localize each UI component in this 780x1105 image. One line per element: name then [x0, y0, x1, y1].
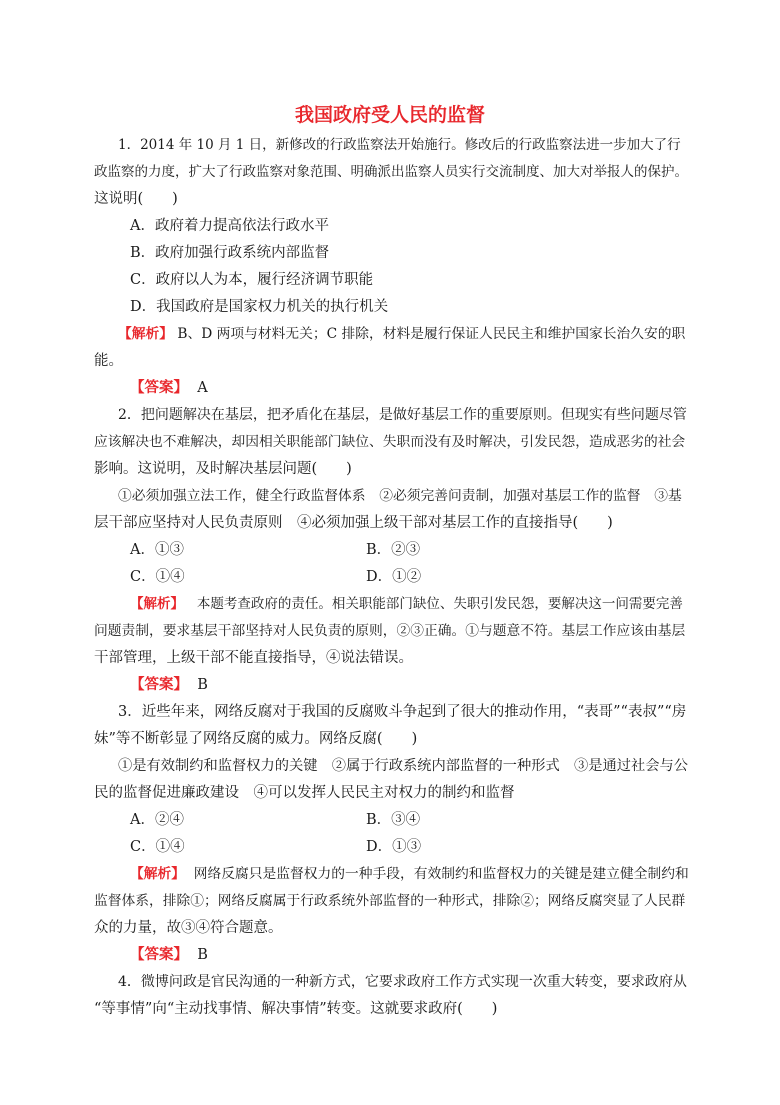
q2-stem-line-2: 应该解决也不难解决，却因相关职能部门缺位、失职而没有及时解决，引发民怨，造成恶劣的社会	[94, 434, 686, 450]
q3-statement-line-1: ①是有效制约和监督权力的关键 ②属于行政系统内部监督的一种形式 ③是通过社会与公	[118, 758, 689, 774]
answer-label: 【答案】	[130, 947, 188, 963]
page-title: 我国政府受人民的监督	[294, 104, 485, 126]
analysis-text: B、D 两项与材料无关；C 排除，材料是履行保证人民民主和维护国家长治久安的职	[177, 326, 686, 342]
q2-option-d: D．①②	[366, 569, 422, 585]
q3-statement-line-2: 民的监督促进廉政建设 ④可以发挥人民民主对权力的制约和监督	[94, 785, 515, 801]
q1-answer	[130, 378, 208, 398]
q1-stem-line-2: 政监察的力度，扩大了行政监察对象范围、明确派出监察人员实行交流制度、加大对举报人的保护。	[94, 164, 688, 180]
q4-stem-line-2: “等事情”向“主动找事情、解决事情”转变。这就要求政府( )	[94, 1001, 498, 1017]
q3-analysis-line-2: 监督体系，排除①；网络反腐属于行政系统外部监督的一种形式，排除②；网络反腐突显了人民群	[94, 893, 686, 909]
q1-option-c: C．政府以人为本，履行经济调节职能	[130, 272, 374, 288]
q4-stem-line-1: 4．微博问政是官民沟通的一种新方式，它要求政府工作方式实现一次重大转变，要求政府从	[118, 974, 687, 990]
answer-value: A	[197, 380, 208, 396]
q2-option-a: A．①③	[130, 542, 184, 558]
answer-value: B	[197, 947, 208, 963]
q1-stem-line-1: 1．2014 年 10 月 1 日，新修改的行政监察法开始施行。修改后的行政监察法进一步加大了行	[118, 137, 681, 153]
answer-value: B	[197, 677, 208, 693]
q1-option-a: A．政府着力提高依法行政水平	[130, 218, 329, 234]
q1-option-b: B．政府加强行政系统内部监督	[130, 245, 330, 261]
q3-stem-line-1: 3．近些年来，网络反腐对于我国的反腐败斗争起到了很大的推动作用，“表哥”“表叔”“房	[118, 704, 687, 720]
q2-stem-line-1: 2．把问题解决在基层，把矛盾化在基层，是做好基层工作的重要原则。但现实有些问题尽管	[118, 407, 687, 423]
q1-stem-line-3: 这说明( )	[94, 191, 178, 207]
q2-analysis-line-2: 问题责制，要求基层干部坚持对人民负责的原则，②③正确。①与题意不符。基层工作应该由基层	[94, 623, 686, 639]
analysis-text: 本题考查政府的责任。相关职能部门缺位、失职引发民怨，要解决这一问需要完善	[196, 596, 683, 612]
analysis-label: 【解析】	[130, 866, 186, 882]
q2-analysis-line-1	[130, 594, 683, 614]
q2-option-c: C．①④	[130, 569, 185, 585]
analysis-label: 【解析】	[130, 596, 184, 612]
q1-analysis-line-1	[118, 324, 685, 344]
q2-answer	[130, 675, 208, 695]
q3-option-d: D．①③	[366, 839, 422, 855]
analysis-label: 【解析】	[118, 326, 174, 342]
q3-analysis-line-1	[130, 864, 689, 884]
q1-analysis-line-2: 能。	[94, 353, 123, 369]
q2-statement-line-1: ①必须加强立法工作，健全行政监督体系 ②必须完善问责制，加强对基层工作的监督 ③基	[118, 488, 682, 504]
q2-option-b: B．②③	[366, 542, 421, 558]
q2-stem-line-3: 影响。这说明，及时解决基层问题( )	[94, 461, 352, 477]
q1-option-d: D．我国政府是国家权力机关的执行机关	[130, 299, 389, 315]
q2-analysis-line-3: 干部管理，上级干部不能直接指导，④说法错误。	[94, 650, 413, 666]
q3-stem-line-2: 妹”等不断彰显了网络反腐的威力。网络反腐( )	[94, 731, 418, 747]
answer-label: 【答案】	[130, 677, 188, 693]
q3-option-a: A．②④	[130, 812, 184, 828]
answer-label: 【答案】	[130, 380, 188, 396]
q3-option-b: B．③④	[366, 812, 421, 828]
q3-answer	[130, 945, 208, 965]
q3-option-c: C．①④	[130, 839, 185, 855]
q2-statement-line-2: 层干部应坚持对人民负责原则 ④必须加强上级干部对基层工作的直接指导( )	[94, 515, 613, 531]
q3-analysis-line-3: 众的力量，故③④符合题意。	[94, 920, 283, 936]
analysis-text: 网络反腐只是监督权力的一种手段，有效制约和监督权力的关键是建立健全制约和	[193, 866, 689, 882]
